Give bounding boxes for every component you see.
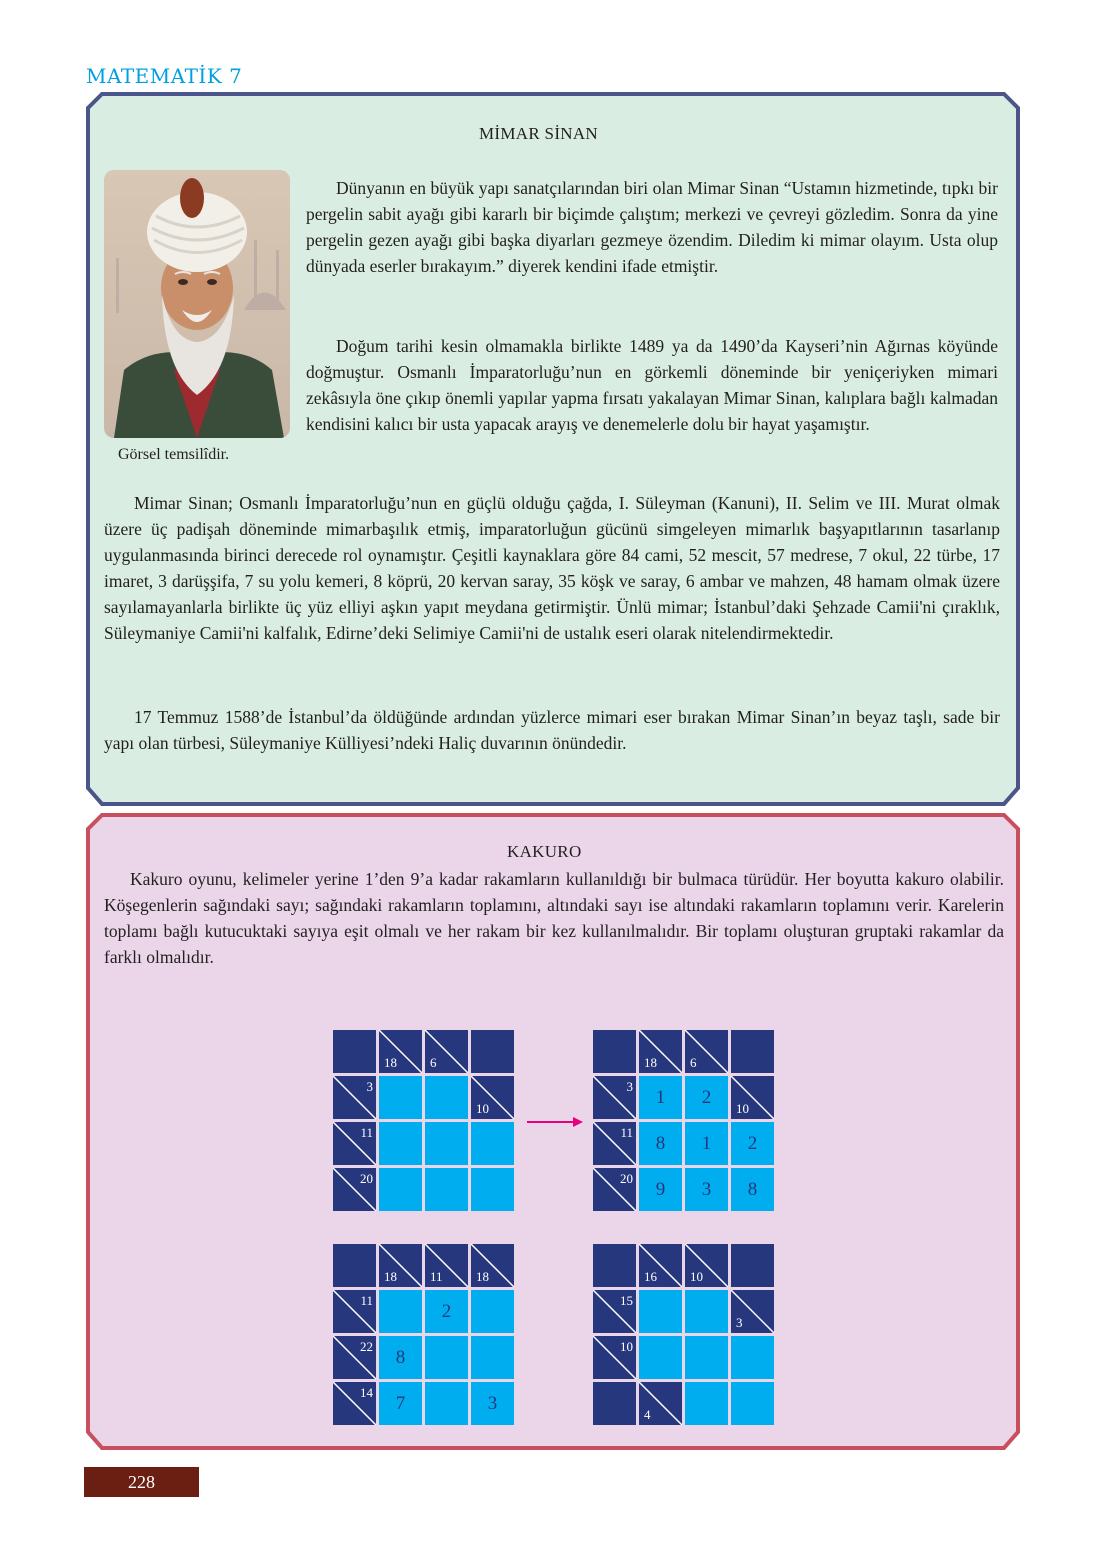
kakuro-clue-cell [593, 1290, 636, 1333]
kakuro-title: KAKURO [507, 842, 582, 861]
cell-digit: 8 [747, 1179, 758, 1200]
cell-digit: 8 [655, 1133, 666, 1154]
kakuro-empty-cell[interactable] [425, 1168, 468, 1211]
kakuro-blocked-cell [731, 1244, 774, 1287]
arrow-icon [527, 1114, 585, 1130]
clue-down-sum: 11 [430, 1269, 443, 1284]
kakuro-filled-cell[interactable] [471, 1382, 514, 1425]
kakuro-filled-cell[interactable] [685, 1122, 728, 1165]
kakuro-clue-cell [685, 1244, 728, 1287]
kakuro-filled-cell[interactable] [685, 1076, 728, 1119]
kakuro-clue-cell [685, 1030, 728, 1073]
kakuro-blocked-cell [333, 1244, 376, 1287]
clue-right-sum: 10 [620, 1339, 633, 1354]
kakuro-blocked-cell [731, 1030, 774, 1073]
cell-digit: 1 [701, 1133, 712, 1154]
kakuro-clue-cell [639, 1030, 682, 1073]
kakuro-clue-cell [731, 1076, 774, 1119]
clue-down-sum: 16 [644, 1269, 657, 1284]
kakuro-empty-cell[interactable] [425, 1076, 468, 1119]
kakuro-empty-cell[interactable] [685, 1290, 728, 1333]
sinan-portrait [104, 170, 290, 438]
sinan-paragraph-2: Doğum tarihi kesin olmamakla birlikte 1489 ya da 1490’da Kayseri’nin Ağırnas köyünde doğmuştur. Osmanlı İmparatorluğu’nun en görkemli döneminde bir yeniçeriyken mimari zekâsıyla öne çıkıp önemli yapılar yapma fırsatı yakalayan Mimar Sinan, kalıplara bağlı kalmadan kendisini kalıcı bir usta yapacak arayış ve denemelerle dolu bir hayat yaşamıştır. [306, 336, 998, 434]
kakuro-clue-cell [425, 1030, 468, 1073]
clue-down-sum: 6 [430, 1055, 437, 1070]
kakuro-empty-cell[interactable] [731, 1336, 774, 1379]
sinan-paragraph-3: Mimar Sinan; Osmanlı İmparatorluğu’nun en güçlü olduğu çağda, I. Süleyman (Kanuni), II. Selim ve III. Murat olmak üzere üç padişah döneminde mimarbaşılık etmiş, imparatorluğun gücünü simgeleyen mimarlık başyapıtlarının tasarlanıp uygulanmasında birinci derecede rol oynamıştır. Çeşitli kaynaklara göre 84 cami, 52 mescit, 57 medrese, 7 okul, 22 türbe, 17 imaret, 3 darüşşifa, 7 su yolu kemeri, 8 köprü, 20 kervan saray, 35 köşk ve saray, 6 ambar ve mahzen, 48 hamam olmak üzere sayılamayanlarla birlikte üç yüz elliyi aşkın yapıt meydana getirmiştir. Ünlü mimar; İstanbul’daki Şehzade Camii'ni çıraklık, Süleymaniye Camii'ni kalfalık, Edirne’deki Selimiye Camii'ni de ustalık eseri olarak nitelendirmektedir. [104, 493, 1000, 643]
kakuro-clue-cell [593, 1336, 636, 1379]
kakuro-clue-cell [731, 1290, 774, 1333]
clue-right-sum: 3 [366, 1079, 373, 1094]
kakuro-clue-cell [425, 1244, 468, 1287]
kakuro-empty-cell[interactable] [685, 1382, 728, 1425]
sinan-title: MİMAR SİNAN [479, 124, 599, 143]
clue-down-sum: 10 [690, 1269, 703, 1284]
clue-right-sum: 11 [620, 1125, 633, 1140]
clue-right-sum: 11 [360, 1293, 373, 1308]
kakuro-filled-cell[interactable] [685, 1168, 728, 1211]
kakuro-grid-example-solved [593, 1030, 775, 1212]
kakuro-clue-cell [639, 1382, 682, 1425]
kakuro-filled-cell[interactable] [731, 1122, 774, 1165]
kakuro-clue-cell [593, 1168, 636, 1211]
kakuro-clue-cell [333, 1382, 376, 1425]
kakuro-blocked-cell [593, 1030, 636, 1073]
kakuro-clue-cell [333, 1076, 376, 1119]
cell-digit: 2 [441, 1301, 452, 1322]
kakuro-clue-cell [333, 1168, 376, 1211]
kakuro-clue-cell [379, 1244, 422, 1287]
kakuro-blocked-cell [333, 1030, 376, 1073]
cell-digit: 3 [701, 1179, 712, 1200]
clue-right-sum: 22 [360, 1339, 373, 1354]
kakuro-empty-cell[interactable] [425, 1382, 468, 1425]
kakuro-empty-cell[interactable] [471, 1122, 514, 1165]
kakuro-empty-cell[interactable] [639, 1290, 682, 1333]
header-title: MATEMATİK 7 [86, 64, 243, 88]
kakuro-filled-cell[interactable] [639, 1076, 682, 1119]
kakuro-empty-cell[interactable] [425, 1122, 468, 1165]
clue-down-sum: 10 [736, 1101, 749, 1116]
cell-digit: 3 [487, 1393, 498, 1414]
clue-down-sum: 18 [476, 1269, 489, 1284]
kakuro-empty-cell[interactable] [471, 1290, 514, 1333]
kakuro-filled-cell[interactable] [425, 1290, 468, 1333]
kakuro-clue-cell [471, 1076, 514, 1119]
cell-digit: 2 [747, 1133, 758, 1154]
kakuro-clue-cell [471, 1244, 514, 1287]
kakuro-clue-cell [593, 1076, 636, 1119]
kakuro-clue-cell [333, 1290, 376, 1333]
sinan-paragraph-4: 17 Temmuz 1588’de İstanbul’da öldüğünde ardından yüzlerce mimari eser bırakan Mimar Sinan’ın beyaz taşlı, sade bir yapı olan türbesi, Süleymaniye Külliyesi’ndeki Haliç duvarının önündedir. [104, 707, 1000, 753]
kakuro-blocked-cell [471, 1030, 514, 1073]
kakuro-grid-example-unsolved [333, 1030, 515, 1212]
kakuro-description: Kakuro oyunu, kelimeler yerine 1’den 9’a kadar rakamların kullanıldığı bir bulmaca türüdür. Her boyutta kakuro olabilir. Köşegenlerin sağındaki sayı; sağındaki rakamların toplamını, altındaki sayı ise altındaki rakamların toplamını verir. Karelerin toplamı bağlı kutucuktaki sayıya eşit olmalı ve her rakam bir kez kullanılmalıdır. Bir toplamı oluşturan gruptaki rakamlar da farklı olmalıdır. [104, 869, 1004, 967]
sinan-paragraph-1: Dünyanın en büyük yapı sanatçılarından biri olan Mimar Sinan “Ustamın hizmetinde, tıpkı bir pergelin sabit ayağı gibi kararlı bir biçimde çalıştım; merkezi ve çevreyi gözledim. Sonra da yine pergelin gezen ayağı gibi başka diyarları gezmeye özendim. Diledim ki mimar olayım. Usta olup dünyada eserler bırakayım.” diyerek kendini ifade etmiştir. [306, 178, 998, 276]
kakuro-empty-cell[interactable] [471, 1168, 514, 1211]
clue-down-sum: 18 [384, 1269, 397, 1284]
kakuro-empty-cell[interactable] [471, 1336, 514, 1379]
kakuro-empty-cell[interactable] [425, 1336, 468, 1379]
kakuro-blocked-cell [593, 1382, 636, 1425]
kakuro-grid-puzzle-a [333, 1244, 515, 1426]
clue-right-sum: 20 [620, 1171, 633, 1186]
kakuro-clue-cell [333, 1336, 376, 1379]
clue-down-sum: 18 [384, 1055, 397, 1070]
clue-right-sum: 15 [620, 1293, 633, 1308]
cell-digit: 8 [395, 1347, 406, 1368]
kakuro-clue-cell [333, 1122, 376, 1165]
clue-right-sum: 14 [360, 1385, 373, 1400]
kakuro-empty-cell[interactable] [379, 1076, 422, 1119]
cell-digit: 2 [701, 1087, 712, 1108]
clue-down-sum: 4 [644, 1407, 651, 1422]
cell-digit: 9 [655, 1179, 666, 1200]
kakuro-filled-cell[interactable] [379, 1336, 422, 1379]
page-number: 228 [84, 1467, 199, 1497]
kakuro-clue-cell [379, 1030, 422, 1073]
kakuro-filled-cell[interactable] [639, 1122, 682, 1165]
clue-right-sum: 20 [360, 1171, 373, 1186]
kakuro-filled-cell[interactable] [379, 1382, 422, 1425]
kakuro-grid-puzzle-b [593, 1244, 775, 1426]
cell-digit: 1 [655, 1087, 666, 1108]
kakuro-empty-cell[interactable] [685, 1336, 728, 1379]
kakuro-empty-cell[interactable] [731, 1382, 774, 1425]
cell-digit: 7 [395, 1393, 406, 1414]
clue-down-sum: 3 [736, 1315, 743, 1330]
kakuro-filled-cell[interactable] [639, 1168, 682, 1211]
kakuro-blocked-cell [593, 1244, 636, 1287]
clue-down-sum: 18 [644, 1055, 657, 1070]
kakuro-clue-cell [593, 1122, 636, 1165]
portrait-caption: Görsel temsilîdir. [118, 446, 230, 463]
kakuro-clue-cell [639, 1244, 682, 1287]
clue-right-sum: 3 [626, 1079, 633, 1094]
clue-down-sum: 10 [476, 1101, 489, 1116]
kakuro-empty-cell[interactable] [379, 1122, 422, 1165]
clue-down-sum: 6 [690, 1055, 697, 1070]
kakuro-empty-cell[interactable] [379, 1168, 422, 1211]
clue-right-sum: 11 [360, 1125, 373, 1140]
kakuro-empty-cell[interactable] [379, 1290, 422, 1333]
kakuro-empty-cell[interactable] [639, 1336, 682, 1379]
kakuro-filled-cell[interactable] [731, 1168, 774, 1211]
